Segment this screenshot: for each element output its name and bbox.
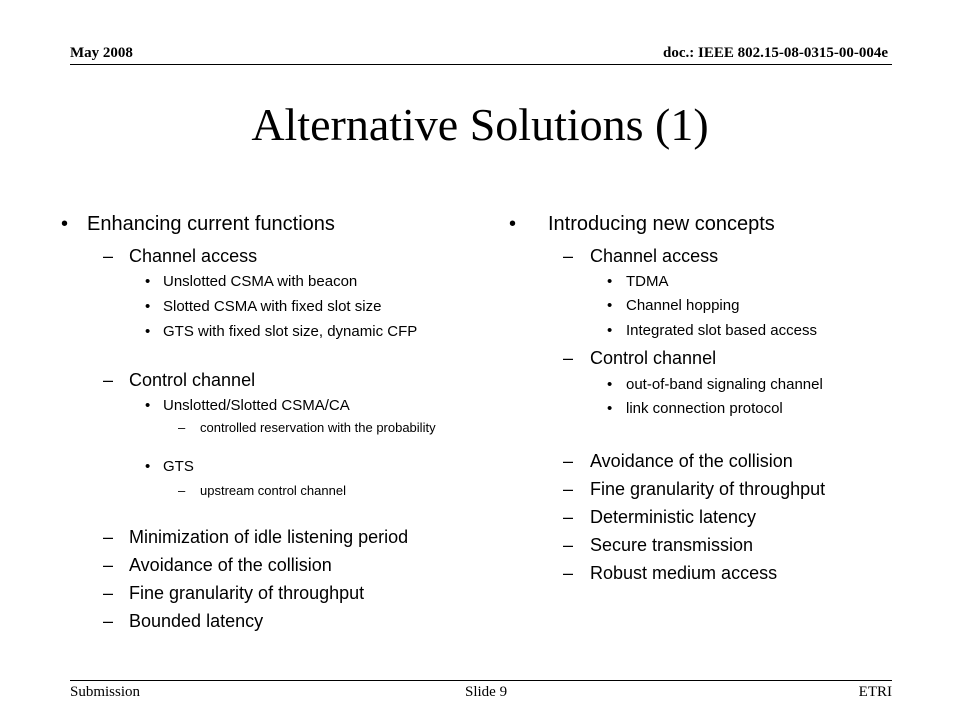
left-heading: Enhancing current functions	[87, 213, 335, 235]
bullet-dash: –	[563, 348, 574, 368]
list-item: Robust medium access	[590, 563, 778, 583]
list-item: Fine granularity of throughput	[129, 583, 365, 603]
bullet-dot: •	[607, 400, 613, 417]
list-item: Slotted CSMA with fixed slot size	[163, 298, 382, 315]
footer-divider	[70, 680, 892, 681]
bullet-dash: –	[563, 535, 574, 555]
bullet-dash: –	[563, 451, 574, 471]
bullet-dot: •	[607, 322, 613, 339]
bullet-dash: –	[178, 420, 186, 435]
bullet-dash: –	[103, 370, 114, 390]
footer-organization: ETRI	[858, 684, 892, 700]
list-item: link connection protocol	[626, 400, 783, 417]
list-item: Unslotted CSMA with beacon	[163, 273, 358, 290]
bullet-dash: –	[178, 483, 186, 498]
list-item: Deterministic latency	[590, 507, 757, 527]
bullet-dot: •	[607, 297, 613, 314]
bullet-dot: •	[145, 458, 151, 475]
list-item: Integrated slot based access	[626, 322, 817, 339]
list-item: GTS with fixed slot size, dynamic CFP	[163, 323, 418, 340]
list-item: Fine granularity of throughput	[590, 479, 826, 499]
header-doc-id: doc.: IEEE 802.15-08-0315-00-004e	[663, 45, 888, 61]
slide-title: Alternative Solutions (1)	[251, 99, 709, 150]
bullet-dash: –	[103, 583, 114, 603]
bullet-dash: –	[563, 507, 574, 527]
bullet-dash: –	[563, 479, 574, 499]
bullet-dot: •	[145, 273, 151, 290]
header-divider	[70, 64, 892, 65]
bullet-dash: –	[563, 563, 574, 583]
bullet-dash: –	[103, 555, 114, 575]
right-control-channel-label: Control channel	[590, 348, 717, 368]
header-date: May 2008	[70, 45, 133, 61]
right-heading: Introducing new concepts	[548, 213, 775, 235]
left-channel-access-label: Channel access	[129, 246, 258, 266]
bullet-dash: –	[103, 246, 114, 266]
bullet-dot: •	[145, 323, 151, 340]
list-item: Bounded latency	[129, 611, 264, 631]
bullet-dot: •	[145, 397, 151, 414]
list-item: Secure transmission	[590, 535, 754, 555]
bullet-dot: •	[509, 213, 517, 235]
list-item: Avoidance of the collision	[590, 451, 793, 471]
bullet-dot: •	[607, 273, 613, 290]
list-item: Channel hopping	[626, 297, 740, 314]
list-item: Unslotted/Slotted CSMA/CA	[163, 397, 350, 414]
list-item: Minimization of idle listening period	[129, 527, 409, 547]
footer-submission: Submission	[70, 684, 141, 700]
list-item: Avoidance of the collision	[129, 555, 332, 575]
footer-slide-number: Slide 9	[465, 684, 508, 700]
bullet-dash: –	[103, 527, 114, 547]
right-channel-access-label: Channel access	[590, 246, 719, 266]
list-item: upstream control channel	[200, 483, 346, 498]
list-item: controlled reservation with the probability	[200, 420, 436, 435]
list-item: TDMA	[626, 273, 669, 290]
bullet-dot: •	[145, 298, 151, 315]
bullet-dash: –	[563, 246, 574, 266]
left-control-channel-label: Control channel	[129, 370, 256, 390]
list-item: GTS	[163, 458, 194, 475]
bullet-dash: –	[103, 611, 114, 631]
bullet-dot: •	[607, 376, 613, 393]
list-item: out-of-band signaling channel	[626, 376, 823, 393]
bullet-dot: •	[61, 213, 69, 235]
